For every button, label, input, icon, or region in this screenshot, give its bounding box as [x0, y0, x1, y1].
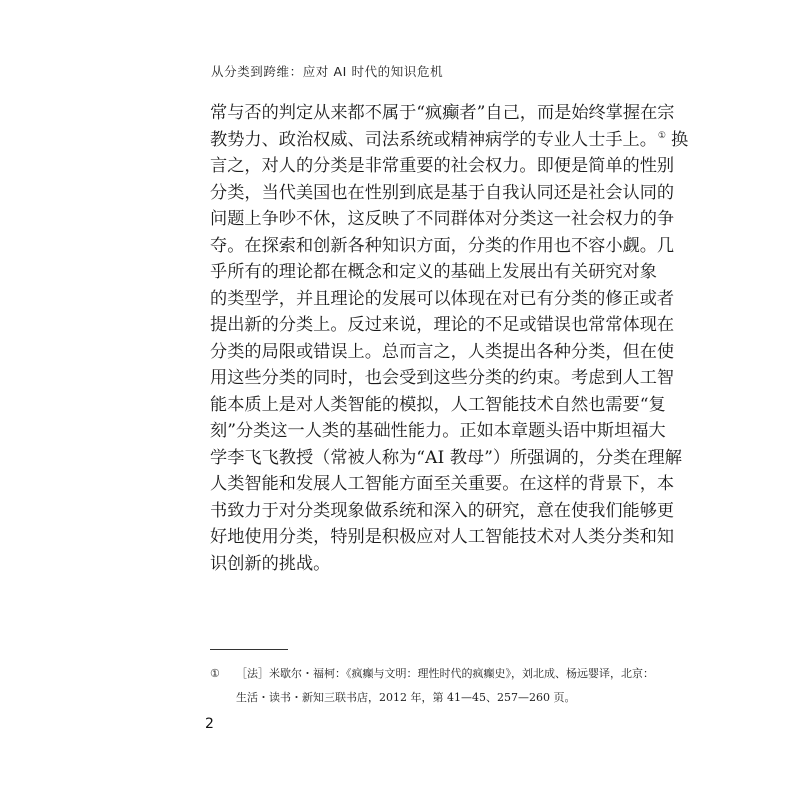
body-line: 常与否的判定从来都不属于“疯癫者”自己，而是始终掌握在宗 [210, 103, 675, 123]
body-line: 学李飞飞教授（常被人称为“AI 教母”）所强调的，分类在理解 [210, 447, 682, 468]
body-line-last: 识创新的挑战。 [210, 553, 331, 574]
footnote-reference[interactable]: ① [657, 130, 666, 141]
page-number: 2 [205, 716, 214, 732]
body-line: 人类智能和发展人工智能方面至关重要。在这样的背景下，本 [210, 474, 675, 494]
body-line: 提出新的分类上。反过来说，理论的不足或错误也常常体现在 [210, 315, 675, 335]
body-line-text-tail: 换 [670, 129, 689, 150]
footnote [210, 662, 654, 710]
footnote-line [210, 662, 654, 686]
body-line: 分类，当代美国也在性别到底是基于自我认同还是社会认同的 [210, 182, 675, 203]
footnote-line: 生活・读书・新知三联书店，2012 年，第 41—45、257—260 页。 [236, 691, 576, 704]
body-line: 乎所有的理论都在概念和定义的基础上发展出有关研究对象 [210, 262, 657, 282]
running-header: 从分类到跨维：应对 AI 时代的知识危机 [211, 64, 444, 79]
body-line: 夺。在探索和创新各种知识方面，分类的作用也不容小觑。几 [210, 235, 675, 256]
footnote-divider [210, 649, 288, 650]
body-line: 问题上争吵不休，这反映了不同群体对分类这一社会权力的争 [210, 209, 675, 229]
footnote-text: ［法］米歇尔・福柯：《疯癫与文明：理性时代的疯癫史》，刘北成、杨远婴译，北京： [236, 667, 654, 680]
footnote-marker: ① [210, 667, 220, 680]
body-line: 用这些分类的同时，也会受到这些分类的约束。考虑到人工智 [210, 368, 675, 388]
body-line: 言之，对人的分类是非常重要的社会权力。即便是简单的性别 [210, 156, 675, 176]
body-line-text: 教势力、政治权威、司法系统或精神病学的专业人士手上。 [210, 129, 657, 150]
body-line: 分类的局限或错误上。总而言之，人类提出各种分类，但在使 [210, 341, 675, 362]
body-line: 好地使用分类，特别是积极应对人工智能技术对人类分类和知 [210, 527, 675, 547]
body-line: 刻”分类这一人类的基础性能力。正如本章题头语中斯坦福大 [210, 421, 666, 441]
body-line: 书致力于对分类现象做系统和深入的研究，意在使我们能够更 [210, 500, 675, 521]
body-line: 的类型学，并且理论的发展可以体现在对已有分类的修正或者 [210, 288, 675, 309]
body-line [210, 127, 689, 154]
body-text [210, 100, 689, 577]
body-line: 能本质上是对人类智能的模拟，人工智能技术自然也需要“复 [210, 394, 666, 415]
